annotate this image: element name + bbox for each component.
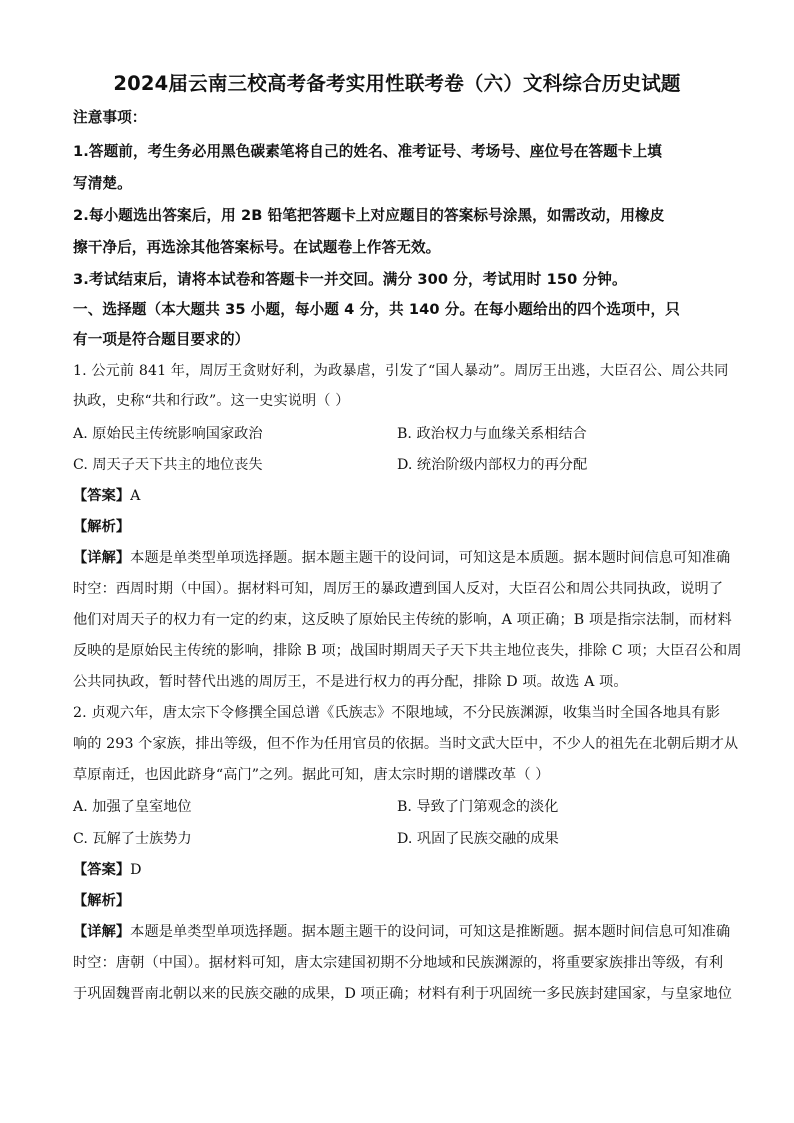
q1-option-b: B. 政治权力与血缘关系相结合 [397, 426, 587, 442]
q2-stem-line-2: 响的 293 个家族，排出等级，但不作为任用官员的依据。当时文武大臣中，不少人的祖先在北朝后期才从 [73, 736, 739, 752]
q2-option-c: C. 瓦解了士族势力 [73, 831, 192, 847]
q1-detail-line-4: 反映的是原始民主传统的影响，排除 B 项；战国时期周天子天下共主地位丧失，排除 C 项；大臣召公和周 [73, 643, 742, 659]
q1-detail-text-1: 本题是单类型单项选择题。据本题主题干的设问词，可知这是本质题。据本题时间信息可知准确 [130, 550, 731, 566]
q1-answer-tag: 【答案】 [73, 488, 131, 504]
q1-detail-line-2: 时空：西周时期（中国）。据材料可知，周厉王的暴政遭到国人反对，大臣召公和周公共同执政，说明了 [73, 581, 724, 597]
notice-item-3: 3.考试结束后，请将本试卷和答题卡一并交回。满分 300 分，考试用时 150 分钟。 [73, 271, 627, 288]
q2-detail-tag: 【详解】 [73, 924, 131, 940]
q1-stem-line-1: 1. 公元前 841 年，周厉王贪财好利，为政暴虐，引发了“国人暴动”。周厉王出逃，大臣召公、周公共同 [73, 363, 729, 379]
notice-heading: 注意事项： [73, 109, 147, 126]
q1-analysis-tag [73, 516, 130, 536]
q2-detail-text-1: 本题是单类型单项选择题。据本题主题干的设问词，可知这是推断题。据本题时间信息可知准确 [130, 924, 731, 940]
section-heading-line-2: 有一项是符合题目要求的） [73, 331, 250, 348]
q1-detail-line-5: 公共同执政，暂时替代出逃的周厉王，不是进行权力的再分配，排除 D 项。故选 A 项。 [73, 674, 628, 690]
q2-answer [73, 859, 142, 879]
q2-answer-value: D [130, 862, 142, 878]
q2-answer-tag: 【答案】 [73, 862, 131, 878]
q2-analysis-label: 【解析】 [73, 893, 131, 909]
q1-option-c: C. 周天子天下共主的地位丧失 [73, 457, 263, 473]
q2-detail-line-3: 于巩固魏晋南北朝以来的民族交融的成果，D 项正确；材料有利于巩固统一多民族封建国家，与皇家地位 [73, 986, 733, 1002]
q1-stem-line-2: 执政，史称“共和行政”。这一史实说明（ ） [73, 393, 350, 409]
q1-detail-tag: 【详解】 [73, 550, 131, 566]
page-title: 2024届云南三校高考备考实用性联考卷（六）文科综合历史试题 [113, 72, 681, 95]
notice-item-2-line-1: 2.每小题选出答案后，用 2B 铅笔把答题卡上对应题目的答案标号涂黑，如需改动，用橡皮 [73, 207, 665, 224]
q2-option-b: B. 导致了门第观念的淡化 [397, 799, 559, 815]
q1-option-a: A. 原始民主传统影响国家政治 [73, 426, 263, 442]
q2-detail-line-2: 时空：唐朝（中国）。据材料可知，唐太宗建国初期不分地域和民族渊源的，将重要家族排出等级，有利 [73, 955, 724, 971]
q1-detail-line-3: 他们对周天子的权力有一定的约束，这反映了原始民主传统的影响，A 项正确；B 项是指宗法制，而材料 [73, 612, 732, 628]
q2-analysis-tag [73, 890, 130, 910]
section-heading-line-1: 一、选择题（本大题共 35 小题，每小题 4 分，共 140 分。在每小题给出的四个选项中，只 [73, 301, 680, 318]
q1-option-d: D. 统治阶级内部权力的再分配 [397, 457, 588, 473]
q2-stem-line-3: 草原南迁，也因此跻身“高门”之列。据此可知，唐太宗时期的谱牒改革（ ） [73, 767, 550, 783]
q1-answer [73, 485, 141, 505]
q2-option-d: D. 巩固了民族交融的成果 [397, 831, 559, 847]
q2-option-a: A. 加强了皇室地位 [73, 799, 192, 815]
notice-item-2-line-2: 擦干净后，再选涂其他答案标号。在试题卷上作答无效。 [73, 239, 441, 256]
notice-item-1-line-1: 1.答题前，考生务必用黑色碳素笔将自己的姓名、准考证号、考场号、座位号在答题卡上填 [73, 143, 662, 160]
q1-detail-line-1 [73, 547, 730, 567]
notice-item-1-line-2: 写清楚。 [73, 175, 132, 192]
q1-analysis-label: 【解析】 [73, 519, 131, 535]
q2-detail-line-1 [73, 921, 730, 941]
q1-answer-value: A [130, 488, 141, 504]
q2-stem-line-1: 2. 贞观六年，唐太宗下令修撰全国总谱《氏族志》不限地域，不分民族渊源，收集当时全国各地具有影 [73, 705, 720, 721]
